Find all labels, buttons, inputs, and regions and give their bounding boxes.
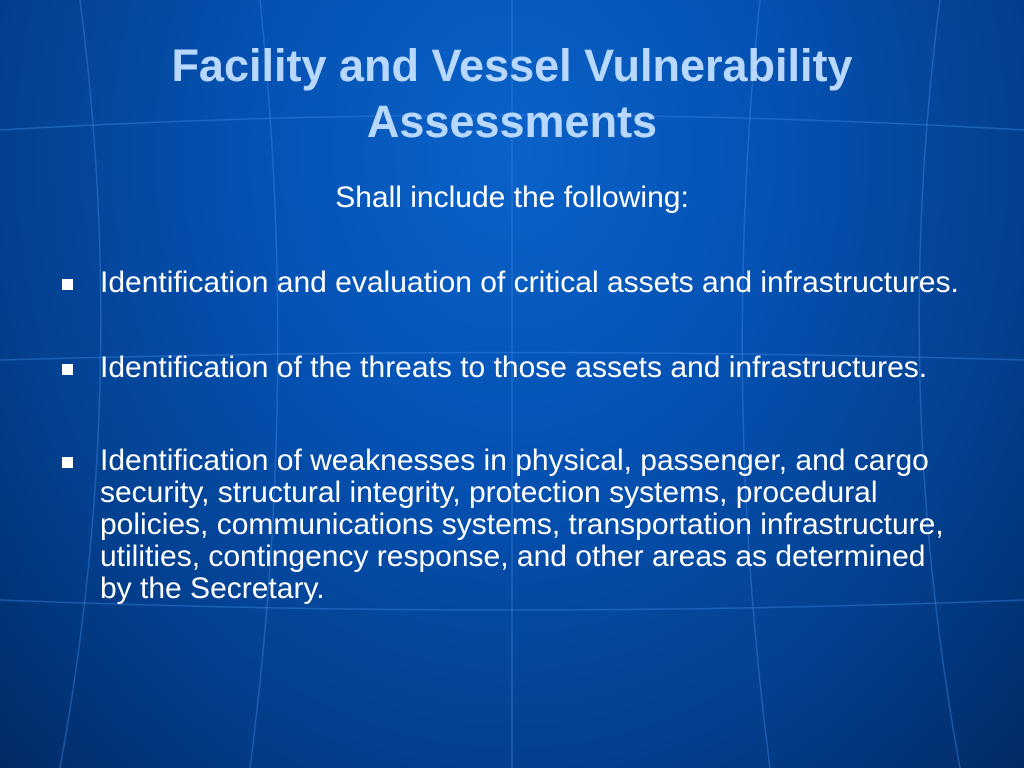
square-bullet-icon [62, 457, 73, 468]
bullet-item [62, 262, 962, 304]
bullet-list [62, 262, 962, 605]
square-bullet-icon [62, 364, 73, 375]
slide-subtitle: Shall include the following: [335, 181, 689, 214]
bullet-text: Identification and evaluation of critical assets and infrastructures. [100, 266, 959, 299]
bullet-text: Identification of the threats to those assets and infrastructures. [100, 351, 928, 384]
slide-title: Facility and Vessel Vulnerability Assessments [171, 40, 853, 147]
bullet-item [62, 445, 962, 605]
square-bullet-icon [62, 279, 73, 290]
bullet-item [62, 352, 962, 383]
bullet-text: Identification of weaknesses in physical, passenger, and cargo security, structural integrity, protection systems, procedural policies, communications systems, transportation infrastructure, utilities, contingency response, and other areas as determined by the Secretary. [100, 444, 944, 605]
